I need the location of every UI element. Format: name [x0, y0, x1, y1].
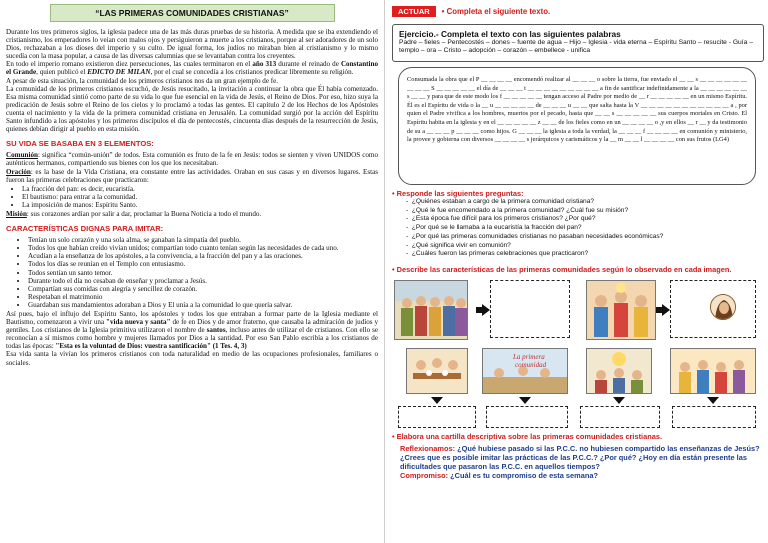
closing-paragraph: Esa vida santa la vivían los primeros cristianos con toda naturalidad en medio de las ocupaciones profesionales, familiares o sociales. [6, 350, 378, 367]
list-item: • Todos los que habían creído vivían unidos; compartían todo cuanto tenían según las necesidades de cada uno. [28, 244, 378, 252]
page-title: “LAS PRIMERAS COMUNIDADES CRISTIANAS” [50, 4, 335, 22]
describe-heading: • Describe las características de las primeras comunidades según lo observado en cada imagen. [392, 264, 732, 274]
arrow-right-icon [662, 304, 670, 316]
list-item: • Compartían sus comidas con alegría y sencillez de corazón. [28, 285, 378, 293]
community-paragraph: La comunidad de los primeros cristianos escuchó, de Jesús resucitado, la invitación a continuar la obra que Él había comenzado. Esa misma comunidad sintió como parte de su vida lo que fue esencial en la vida de Jesús, el Reino de Dios. Por eso, hizo suya la predicación de Jesús sobre el Reino de los cielos y lo proclamó a todas las gentes. El capítulo 2 de los Hechos de los Apóstoles cuenta el nacimiento y la vida de la primera comunidad cristiana en Jerusalén. La comunidad surgió por la acción del Espíritu Santo infundido a los apóstoles y los primeros discípulos el día de pentecostés, cincuenta días después de la resurrección de Jesús, quienes debían dirigir al pueblo en esta misión. [6, 84, 378, 134]
answer-box-3[interactable] [398, 406, 476, 428]
prayer-item: Oración: es la base de la Vida Cristiana, era constante entre las actividades. Oraban en sus casas y en diversos lugares. Estas fueron las primeras celebraciones que practicaron: [6, 167, 378, 184]
characteristics-list [28, 236, 378, 309]
first-community-image [482, 348, 568, 394]
celebration-image [670, 348, 756, 394]
reflection-block: Reflexionamos: ¿Qué hubiese pasado si las P.C.C. no hubiesen compartido las enseñanzas de Jesús? ¿Crees que es posible imitar las prácticas de las P.C.C.? ¿Por qué? ¿Hoy en día están presente las dificultades que pasaron las P.C.C. en aquellos tiempos? [400, 443, 760, 471]
persecution-paragraph: En todo el imperio romano existieron diez persecuciones, las cuales terminaron en el año 313 durante el reinado de Constantino el Grande, quien publicó el EDICTO DE MILAN, por el cual se concedía a los cristianos predicar libremente su religión. [6, 60, 378, 77]
questions-list [406, 198, 706, 259]
list-item: - ¿Por qué las primeras comunidades cristianas no pasaban necesidades económicas? [406, 232, 664, 240]
list-item: - ¿Esta época fue difícil para los primeros cristianos? ¿Por qué? [406, 215, 596, 223]
arrow-down-icon [613, 397, 625, 404]
answer-box-1[interactable] [490, 280, 570, 338]
list-item: • Acudían a la enseñanza de los apóstoles, a la convivencia, a la fracción del pan y a las oraciones. [28, 252, 378, 260]
questions-heading: • Responde las siguientes preguntas: [392, 189, 524, 198]
svg-text:La primera: La primera [513, 352, 545, 361]
list-item: - ¿Cuáles fueron las primeras celebraciones que practicaron? [406, 250, 589, 258]
instruction-complete: • Completa el siguiente texto. [441, 6, 551, 16]
cloze-text[interactable]: Consumada la obra que el P __ __ __ __ encomendó realizar al __ __ __ o sobre la tierra, fue enviado el __ __ s __ __ __ __ __ __ __ __ __ S __ __ __ __ __ el día de __ __ __ t __ __ __ __ __ __ __ __ __ a fin de santificar indefinidamente a la __ __ __ __ __ __ s __ __ y para que de este modo los f __ __ __ __ __ tengan acceso al Padre por medio de __ r __ __ __ __ __ en un mismo Espíritu. Él es el Espíritu de vida o la __ u __ __ __ __ __ de __ __ __ u __ __ que salta hasta la V __ __ __ __ __ __ __ __ __ __ __ a , por quien el Padre vivifica a los hombres, muertos por el pecado, hasta que __ __ s __ __ __ __ __ sus cuerpos mortales en Cristo. El Espíritu habita en la iglesia y en el __ __ __ __ __ z __ __ de los fieles como en un __ __ __ __ o ,y en ellos __ r __ y da testimonio de su a __ __ __ p __ __ __ como hijos. G __ __ __ la iglesia a toda la verdad, la __ __ __ f __ __ __ __ en comunión y ministerio, la provee y gobierna con diversos __ __ __ __ s jerárquicos y carismáticos y la __ m __ __ l __ __ __ __ con sus frutos (LG4) [398, 67, 756, 185]
answer-box-6[interactable] [672, 406, 756, 428]
apostles-image [394, 280, 468, 340]
characteristics-heading: CARACTERÍSTICAS DIGNAS PARA IMITAR: [6, 224, 164, 234]
list-item: • La fracción del pan: es decir, eucaristía. [22, 185, 378, 193]
family-image [586, 280, 656, 340]
actuar-badge: ACTUAR [392, 6, 436, 17]
image-exercise [392, 278, 764, 428]
mission-item: Misión: sus corazones ardían por salir a dar, proclamar la Buena Noticia a todo el mundo. [6, 209, 262, 218]
arrow-down-icon [707, 397, 719, 404]
communion-item: Comunión: significa “común-unión” de todos. Esta comunión es fruto de la fe en Jesús: todos se sienten y viven UNIDOS como auténticos hermanos, compartiendo sus bienes con los que los necesitaban. [6, 151, 378, 168]
list-item: - ¿Quiénes estaban a cargo de la primera comunidad cristiana? [406, 198, 595, 205]
list-item: • Todos los días se reunían en el Templo con entusiasmo. [28, 260, 378, 268]
list-item: • Durante todo el día no cesaban de enseñar y proclamar a Jesús. [28, 277, 378, 285]
theory-column [6, 4, 378, 540]
exercise-title: Ejercicio.- Completa el texto con las siguientes palabras [399, 29, 621, 39]
celebrations-list [22, 185, 378, 209]
example-paragraph: A pesar de esta situación, la comunidad de los primeros cristianos nos da un gran ejemplo de fe. [6, 76, 279, 85]
arrow-down-icon [519, 397, 531, 404]
svg-text:comunidad: comunidad [515, 360, 547, 369]
list-item: • Guardaban sus mandamientos adoraban a Dios y El unía a la comunidad lo que quería salvar. [28, 301, 378, 309]
answer-box-2[interactable] [670, 280, 756, 338]
word-bank-box [392, 24, 764, 62]
answer-box-5[interactable] [580, 406, 660, 428]
actuar-row [392, 4, 764, 18]
list-item: - ¿Por qué se le llamaba a la eucaristía la fracción del pan? [406, 224, 582, 232]
list-item: • La imposición de manos: Espíritu Santo. [22, 201, 378, 209]
answer-box-4[interactable] [486, 406, 568, 428]
list-item: - ¿Qué le fue encomendado a la primera comunidad? ¿Cuál fue su misión? [406, 206, 629, 214]
commitment-block: Compromiso: ¿Cuál es tu compromiso de esta semana? [400, 470, 598, 480]
meal-image [406, 348, 468, 394]
elements-heading: SU VIDA SE BASABA EN 3 ELEMENTOS: [6, 139, 154, 149]
holy-life-paragraph: Así pues, bajo el influjo del Espíritu Santo, los apóstoles y todos los que entraban a formar parte de la Iglesia mediante el Bautismo, comenzaron a vivir una "vida nueva y santa" de fe en Dios y de amor fraterno, que causaba la admiración de judíos y gentiles. Los cristianos de la Iglesia primitiva utilizaron el nombre de santos, incluso antes de utilizar el de cristianos. Con ello se reconocían a sí mismos como hombre y mujeres llamados por Dios a la santidad. Por eso San Pablo escribía a los cristianos de todas las épocas: "Esta es la voluntad de Dios: vuestra santificación" (1 Tes. 4, 3) [6, 310, 378, 351]
arrow-down-icon [431, 397, 443, 404]
column-divider [384, 0, 385, 543]
list-item: • El bautismo: para entrar a la comunidad. [22, 193, 378, 201]
list-item: • Todos sentían un santo temor. [28, 269, 378, 277]
arrow-right-icon [482, 304, 490, 316]
prayer-image [586, 348, 652, 394]
activity-column [392, 4, 764, 540]
intro-paragraph: Durante los tres primeros siglos, la iglesia padece una de las más duras pruebas de su historia. A medida que se iba extendiendo el cristianismo, los emperadores lo veían con malos ojos y persiguieron a muerte a los cristianos, porque al ser adoradores de un solo Dios, rechazaban a los dioses del imperio y su culto. De igual forma, los judíos no miraban bien al cristianismo y lo mismo sucedía con la masa popular, a causa de las diversas calumnias que se levantaban contra los creyentes. [6, 28, 378, 61]
word-bank: Padre – fieles – Pentecostés – dones – fuente de agua – Hijo – Iglesia - vida eterna – Espíritu Santo – resucite - Guía – templo – ora – Cristo – adopción – corazón – embellece - unifica [399, 39, 753, 54]
cartilla-instruction: • Elabora una cartilla descriptiva sobre las primeras comunidades cristianas. [392, 431, 663, 441]
list-item: • Tenían un solo corazón y una sola alma, se ganaban la simpatía del pueblo. [28, 236, 378, 244]
list-item: • Respetaban el matrimonio [28, 293, 378, 301]
list-item: - ¿Qué significa vivir en comunión? [406, 241, 511, 249]
